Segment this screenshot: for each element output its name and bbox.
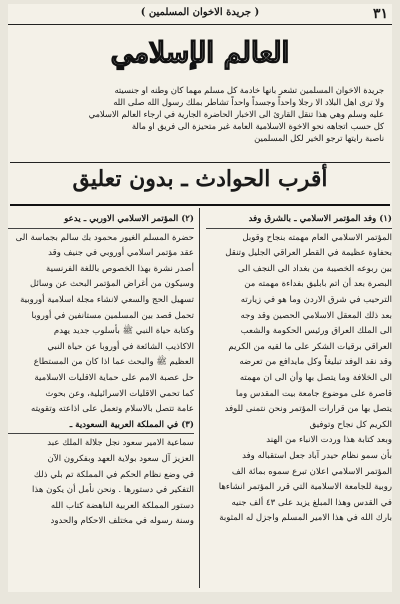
text-line: بين ربوعه الخصيبة من بغداد الى النجف الى [238, 263, 392, 274]
masthead-title: العالم الإسلامي [110, 36, 290, 69]
text-line: وكتابة حياة النبي ﷺ بأسلوب جديد يهدم [53, 326, 194, 337]
text-line: عامة تتصل بالاسلام وتعمل على اذاعته وتقويته [30, 404, 194, 415]
section-heading-2: (٢) المؤتمر الاسلامي الاوربي ـ يدعو [8, 212, 194, 229]
section-heading-3: (٣) في المملكة العربية السعودية ـ [8, 418, 194, 435]
intro-line: كل حسب اتجاهه نحو الاخوة الاسلامية العامة غير متحيزة الى فريق او مالة [131, 121, 384, 131]
journal-name: ( جريدة الاخوان المسلمين ) [140, 7, 260, 18]
text-line: البصرة بعد أن اتم بابليق بفداءة مهمته من [244, 279, 392, 290]
text-line: بأن سمو نظام حيدر آباد جعل استقباله وفد [242, 450, 392, 461]
text-line: وقد نقد الوفد تبليغاً وكل مايدافع من تعرضه [239, 357, 392, 368]
text-line: العراقي برقيات الشكر على ما لقيه من الكريم [228, 341, 392, 352]
text-line: الترحيب في شرق الاردن وما هو في زيارته [240, 294, 392, 305]
text-line: بارك الله في هذا الامير المسلم واجزل له المثوبة [219, 513, 392, 524]
intro-line: عليه وسلم وهي هذا تنقل القارئ الى الاخبار الحاضرة الجارية في ارجاء العالم الاسلامي [88, 109, 384, 119]
section-headline: أقرب الحوادث ـ بدون تعليق [72, 166, 328, 192]
text-line: دستور المملكة العربية الناهضة كتاب الله [50, 500, 194, 511]
text-line: عقد مؤتمر اسلامي أوروبي في جنيف وقد [48, 248, 194, 259]
text-line: كما تحمي الاقليات الاسرائيلية، وعن بحوث [45, 388, 194, 399]
text-line: حل عصبة الامم على حماية الاقليات الاسلامية [34, 372, 194, 383]
text-line: التفكير في دستورها . ونحن نأمل أن يكون هذا [31, 485, 194, 496]
text-line: وسنة رسوله في مختلف الاحكام والحدود [50, 516, 194, 527]
text-line: تسهيل الحج والسعي لانشاء مجلة اسلامية أوروبية [20, 294, 194, 305]
text-line: وسيكون من أغراض المؤتمر البحث عن وسائل [29, 279, 194, 290]
text-line: الى الخلافة وما يتصل بها وأن الى ان مهمته [239, 372, 392, 383]
text-line: المؤتمر الاسلامي اعلان تبرع سموه بمائة الف [231, 466, 392, 477]
text-line: بحفاوة عظيمة في القطر العراقي الجليل وتنقل [225, 248, 392, 259]
text-line: يتصل بها من قرارات المؤتمر ونحن نتمنى للوفد [224, 404, 392, 415]
intro-line: جريدة الاخوان المسلمين تشعر بانها خادمة كل مسلم مهما كان وطنه او جنسيته [114, 85, 384, 95]
text-line: في وضع نظام الحكم في المملكة تم بلي ذلك [33, 469, 194, 480]
text-line: أصدر نشرة بهذا الخصوص باللغة الفرنسية [46, 263, 194, 274]
page-header [8, 6, 392, 25]
text-line: الاكاذيب الشائعة في أوروبا عن حياة النبي [47, 341, 194, 352]
intro-line: ناصبة رايتها ترجو الخير لكل المسلمين [254, 133, 384, 143]
text-line: سماعية الامير سعود نجل جلالة الملك عبد [47, 438, 194, 449]
intro-line: ولا ترى اهل البلاد الا رجلا واحداً وجسداً واحداً تشاطر بملك رسول الله صلى الله [113, 97, 384, 107]
left-column [8, 212, 194, 588]
text-line: قاصرة على موضوع جامعة بيت المقدس وما [235, 388, 392, 399]
text-line: بعد ذلك المعقل الاسلامي الحصين وقد وجه [240, 310, 392, 321]
text-line: المؤتمر الاسلامي العام مهمته بنجاح وقوبل [242, 232, 392, 243]
page-number: ٣١ [372, 6, 388, 22]
right-column [206, 212, 392, 588]
text-line: وبعد كتابة هذا وردت الانباء من الهند [266, 435, 392, 446]
text-line: الكريم كل نجاح وتوفيق [309, 419, 392, 430]
text-line: تحمل قصد بين المسلمين مستانفين في أوروبا [31, 310, 194, 321]
section-heading-1: (١) وفد المؤتمر الاسلامي ـ بالشرق وفد [206, 212, 392, 229]
newspaper-page [8, 4, 392, 592]
intro-paragraph [16, 84, 384, 144]
text-line: الى الملك العراق ورئيس الحكومة والشعب [240, 326, 392, 337]
column-divider [199, 208, 200, 588]
text-line: في القدس وهذا المبلغ يزيد على ٤٣ ألف جنيه [231, 497, 392, 508]
headline-divider [10, 204, 390, 206]
text-line: العظيم ﷺ والبحث عما اذا كان من المستطاع [33, 357, 194, 368]
text-line: روبية للجامعة الاسلامية التي قرر المؤتمر انشاءها [218, 482, 392, 493]
text-line: العزيز آل سعود بولاية العهد وبفكرون الآن [47, 453, 194, 464]
text-line: حضرة المسلم الغيور محمود بك سالم بجماسة الى [15, 232, 194, 243]
intro-divider [10, 162, 390, 163]
